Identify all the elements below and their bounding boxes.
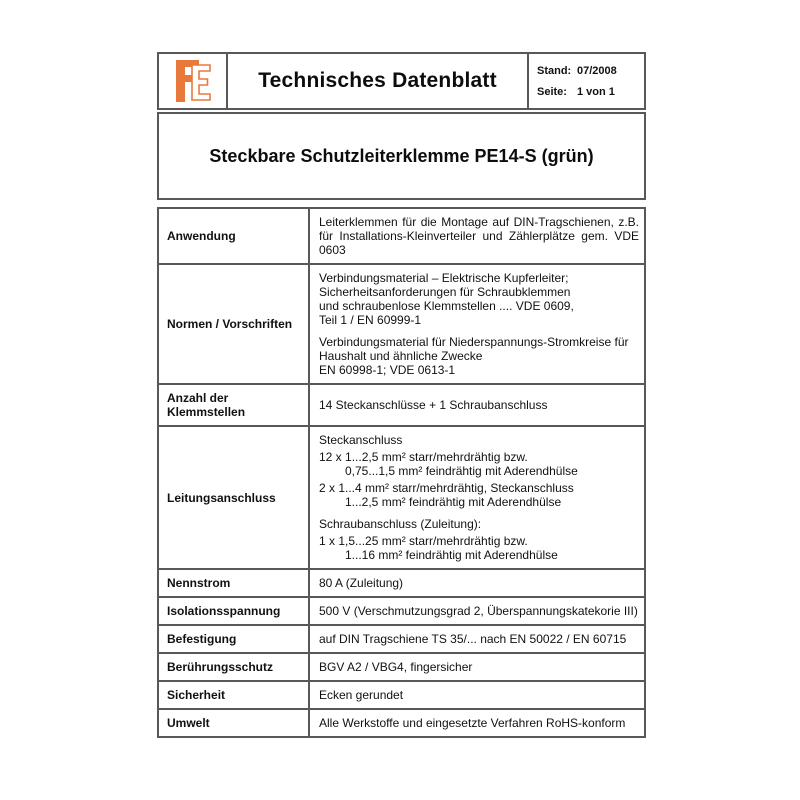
value-line: Verbindungsmaterial – Elektrische Kupferleiter; [319,271,569,285]
stand-value: 07/2008 [577,64,617,77]
value-paragraph [319,534,639,562]
value-line: 500 V (Verschmutzungsgrad 2, Überspannungskatekorie III) [319,604,638,618]
value-line: Sicherheitsanforderungen für Schraubklemmen [319,285,571,299]
value-line: Teil 1 / EN 60999-1 [319,313,422,327]
value-line: 2 x 1...4 mm² starr/mehrdrähtig, Steckanschluss [319,481,574,495]
header-meta [527,54,644,108]
row-value [309,625,645,653]
table-row [158,597,645,625]
value-paragraph [319,271,639,327]
spec-table [157,207,646,738]
table-row [158,384,645,426]
row-label: Anwendung [158,208,309,264]
table-row [158,264,645,384]
row-value [309,208,645,264]
table-row [158,569,645,597]
table-row [158,653,645,681]
row-label: Sicherheit [158,681,309,709]
value-paragraph [319,433,639,447]
row-label: Umwelt [158,709,309,737]
document-header [157,52,646,110]
row-value [309,597,645,625]
value-line: Haushalt und ähnliche Zwecke [319,349,483,363]
seite-value: 1 von 1 [577,85,615,98]
value-line: BGV A2 / VBG4, fingersicher [319,660,473,674]
value-line: Steckanschluss [319,433,403,447]
value-line: auf DIN Tragschiene TS 35/... nach EN 50022 / EN 60715 [319,632,627,646]
value-paragraph [319,335,639,377]
value-line: 0,75...1,5 mm² feindrähtig mit Aderendhülse [345,464,578,478]
value-line: EN 60998-1; VDE 0613-1 [319,363,456,377]
value-paragraph [319,450,639,478]
value-line: Alle Werkstoffe und eingesetzte Verfahren RoHS-konform [319,716,626,730]
row-label: Nennstrom [158,569,309,597]
header-title-cell [228,54,527,108]
value-paragraph [319,481,639,509]
row-label: Anzahl der Klemmstellen [158,384,309,426]
row-value [309,709,645,737]
value-line: 1 x 1,5...25 mm² starr/mehrdrähtig bzw. [319,534,528,548]
stand-label: Stand: [537,64,572,77]
row-value [309,264,645,384]
value-line: 1...2,5 mm² feindrähtig mit Aderendhülse [345,495,562,509]
datasheet-document [157,52,646,738]
value-paragraph [319,517,639,531]
company-logo [159,54,228,108]
value-paragraph [319,716,639,730]
value-paragraph [319,688,639,702]
row-label: Isolationsspannung [158,597,309,625]
value-line: 1...16 mm² feindrähtig mit Aderendhülse [345,548,558,562]
row-value [309,681,645,709]
value-line: 80 A (Zuleitung) [319,576,404,590]
value-paragraph [319,604,639,618]
value-line: Verbindungsmaterial für Niederspannungs-Stromkreise für [319,335,629,349]
value-paragraph [319,576,639,590]
value-line: Ecken gerundet [319,688,404,702]
meta-stand-row [537,65,644,77]
product-title-box [157,112,646,200]
spec-table-rows [158,208,645,737]
row-label: Leitungsanschluss [158,426,309,569]
row-label: Befestigung [158,625,309,653]
value-line: Schraubanschluss (Zuleitung): [319,517,482,531]
value-line: 12 x 1...2,5 mm² starr/mehrdrähtig bzw. [319,450,528,464]
value-line: 14 Steckanschlüsse + 1 Schraubanschluss [319,398,548,412]
table-row [158,681,645,709]
row-label: Berührungsschutz [158,653,309,681]
document-title: Technisches Datenblatt [258,69,497,92]
table-row [158,625,645,653]
value-paragraph [319,398,639,412]
table-row [158,208,645,264]
logo-letter-e-shape [192,65,210,100]
value-paragraph: Leiterklemmen für die Montage auf DIN-Tragschienen, z.B. für Installations-Kleinverteiler und Zählerplätze gem. VDE 0603 [319,215,639,257]
meta-seite-row [537,86,644,98]
row-value [309,569,645,597]
value-paragraph [319,632,639,646]
row-label: Normen / Vorschriften [158,264,309,384]
value-paragraph [319,660,639,674]
row-value [309,653,645,681]
product-title: Steckbare Schutzleiterklemme PE14-S (grün) [209,145,594,166]
row-value [309,426,645,569]
pe-logo-icon [173,58,213,104]
table-row [158,709,645,737]
row-value [309,384,645,426]
seite-label: Seite: [537,85,567,98]
value-line: und schraubenlose Klemmstellen .... VDE 0609, [319,299,574,313]
table-row [158,426,645,569]
